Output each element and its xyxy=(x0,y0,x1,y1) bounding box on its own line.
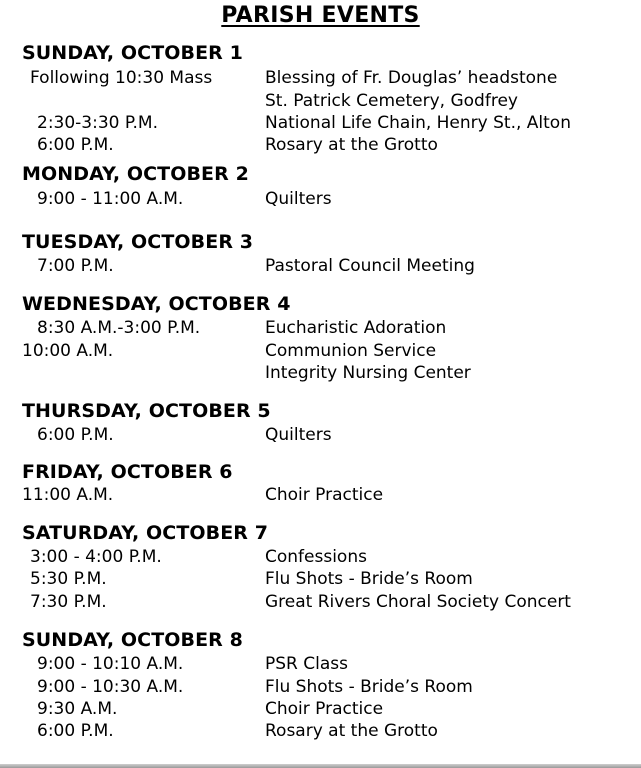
event-description: Flu Shots - Bride’s Room xyxy=(265,677,473,697)
event-time: 8:30 A.M.-3:00 P.M. xyxy=(37,318,201,338)
day-heading-sunday-oct-8: SUNDAY, OCTOBER 8 xyxy=(22,629,243,651)
event-description: Choir Practice xyxy=(265,485,384,505)
day-heading-sunday-oct-1: SUNDAY, OCTOBER 1 xyxy=(22,42,243,64)
event-time: 2:30-3:30 P.M. xyxy=(37,113,158,133)
day-heading-saturday-oct-7: SATURDAY, OCTOBER 7 xyxy=(22,522,269,544)
event-description: Communion Service xyxy=(265,341,437,361)
page-title: PARISH EVENTS xyxy=(221,3,420,28)
event-time: 7:30 P.M. xyxy=(30,592,107,612)
event-time: Following 10:30 Mass xyxy=(30,68,213,88)
event-description: Blessing of Fr. Douglas’ headstone xyxy=(265,68,558,88)
event-time: 5:30 P.M. xyxy=(30,569,107,589)
event-description: Eucharistic Adoration xyxy=(265,318,447,338)
day-heading-friday-oct-6: FRIDAY, OCTOBER 6 xyxy=(22,461,233,483)
event-description: Quilters xyxy=(265,189,332,209)
day-heading-wednesday-oct-4: WEDNESDAY, OCTOBER 4 xyxy=(22,293,291,315)
event-description: Choir Practice xyxy=(265,699,384,719)
event-time: 6:00 P.M. xyxy=(37,721,114,741)
event-time: 3:00 - 4:00 P.M. xyxy=(30,547,162,567)
event-description: PSR Class xyxy=(265,654,348,674)
event-description: Pastoral Council Meeting xyxy=(265,256,475,276)
day-heading-tuesday-oct-3: TUESDAY, OCTOBER 3 xyxy=(22,231,254,253)
event-description: Confessions xyxy=(265,547,367,567)
event-description: Flu Shots - Bride’s Room xyxy=(265,569,473,589)
event-time: 9:00 - 10:30 A.M. xyxy=(37,677,184,697)
event-description: Rosary at the Grotto xyxy=(265,135,438,155)
day-heading-monday-oct-2: MONDAY, OCTOBER 2 xyxy=(22,163,249,185)
event-time: 7:00 P.M. xyxy=(37,256,114,276)
day-heading-thursday-oct-5: THURSDAY, OCTOBER 5 xyxy=(22,400,271,422)
event-time: 9:00 - 10:10 A.M. xyxy=(37,654,184,674)
event-description: Rosary at the Grotto xyxy=(265,721,438,741)
event-description: National Life Chain, Henry St., Alton xyxy=(265,113,571,133)
bottom-divider xyxy=(0,764,641,768)
event-time: 10:00 A.M. xyxy=(22,341,114,361)
event-description: Great Rivers Choral Society Concert xyxy=(265,592,571,612)
event-time: 11:00 A.M. xyxy=(22,485,114,505)
event-time: 9:00 - 11:00 A.M. xyxy=(37,189,184,209)
event-description: Quilters xyxy=(265,425,332,445)
event-time: 6:00 P.M. xyxy=(37,135,114,155)
event-time: 9:30 A.M. xyxy=(37,699,118,719)
event-time: 6:00 P.M. xyxy=(37,425,114,445)
event-description: St. Patrick Cemetery, Godfrey xyxy=(265,91,518,111)
event-description: Integrity Nursing Center xyxy=(265,363,471,383)
